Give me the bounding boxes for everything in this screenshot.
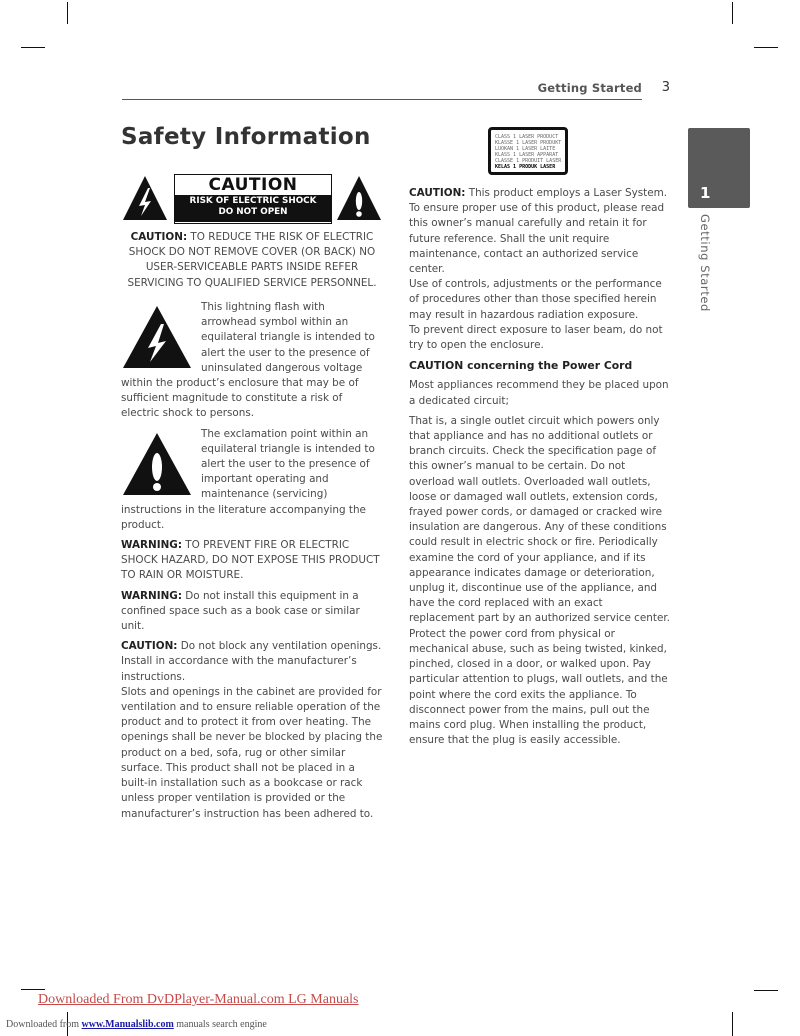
crop-mark — [754, 990, 778, 991]
manualslib-link[interactable]: www.Manualslib.com — [81, 1019, 174, 1030]
manualslib-footer — [6, 1019, 267, 1030]
caution-word: CAUTION — [208, 175, 298, 195]
header-section-title: Getting Started — [537, 81, 642, 95]
caution-ventilation — [121, 639, 383, 685]
caution-label-box — [174, 174, 332, 224]
caution-line-1: RISK OF ELECTRIC SHOCK — [189, 196, 317, 206]
caution-notice — [121, 230, 383, 291]
download-source-link[interactable]: Downloaded From DvDPlayer-Manual.com LG Manuals — [38, 992, 359, 1007]
left-column — [121, 300, 383, 827]
warning-text: TO PREVENT FIRE OR ELECTRIC SHOCK HAZARD, DO NOT EXPOSE THIS PRODUCT TO RAIN OR MOISTURE. — [121, 539, 380, 582]
caution-text: This product employs a Laser System. To ensure proper use of this product, please read this owner’s manual carefully and retain it for future reference. Shall the unit require maintenance, contact an authorized service center. — [409, 187, 668, 276]
crop-mark — [21, 47, 45, 48]
laser-caution — [409, 186, 671, 277]
crop-mark — [732, 1012, 733, 1036]
chapter-tab — [688, 128, 750, 208]
page-title: Safety Information — [121, 124, 371, 150]
caution-notice-label: CAUTION: — [130, 231, 188, 243]
exclamation-triangle-icon — [121, 431, 193, 497]
crop-mark — [754, 47, 778, 48]
laser-enclosure-paragraph: To prevent direct exposure to laser beam, do not try to open the enclosure. — [409, 323, 663, 352]
warning-text: Do not install this equipment in a confined space such as a book case or similar unit. — [121, 589, 360, 633]
caution-banner — [121, 172, 383, 226]
laser-label-line: CLASS 1 LASER PRODUCT — [495, 134, 559, 140]
caution-warning-strip — [175, 195, 331, 222]
warning-label: WARNING: — [121, 589, 182, 602]
exclamation-explanation-block — [121, 427, 383, 533]
warning-rain — [121, 538, 383, 584]
chapter-label: Getting Started — [698, 214, 712, 312]
laser-label-line: LUOKAN 1 LASER LAITE — [495, 146, 556, 152]
exclamation-explanation-text: The exclamation point within an equilateral triangle is intended to alert the user to the presence of important operating and maintenance (servicing) instructions in the literature accompanying the product. — [121, 427, 375, 531]
lightning-triangle-icon — [121, 174, 169, 222]
laser-label-line-bold: KELAS 1 PRODUK LASER — [495, 164, 556, 170]
laser-label-line: KLASS 1 LASER APPARAT — [495, 152, 559, 158]
caution-line-2: DO NOT OPEN — [218, 207, 288, 217]
ventilation-paragraph: Slots and openings in the cabinet are provided for ventilation and to ensure reliable operation of the product and to protect it from over heating. The openings shall be never be blocked by placing the product on a bed, sofa, rug or other similar surface. This product shall not be placed in a built-in installation such as a bookcase or rack unless proper ventilation is provided or the manufacturer’s instruction has been adhered to. — [121, 685, 383, 820]
caution-label: CAUTION: — [409, 187, 466, 199]
laser-label-line: KLASSE 1 LASER PRODUKT — [495, 140, 562, 146]
caution-label: CAUTION: — [121, 640, 178, 653]
caution-notice-text: TO REDUCE THE RISK OF ELECTRIC SHOCK DO NOT REMOVE COVER (OR BACK) NO USER-SERVICEABLE PARTS INSIDE REFER SERVICING TO QUALIFIED SERVICE PERSONNEL. — [127, 231, 377, 289]
footer-suffix: manuals search engine — [173, 1019, 267, 1030]
lightning-explanation-block — [121, 300, 383, 422]
warning-label: WARNING: — [121, 539, 182, 552]
power-cord-paragraph-2: That is, a single outlet circuit which powers only that appliance and has no additional outlets or branch circuits. Check the specification page of this owner’s manual to be certain. Do not overload wall outlets. Overloaded wall outlets, loose or damaged wall outlets, extension cords, frayed power cords, or damaged or cracked wire insulation are dangerous. Any of these conditions could result in electric shock or fire. Periodically examine the cord of your appliance, and if its appearance indicates damage or deterioration, unplug it, discontinue use of the appliance, and have the cord replaced with an exact replacement part by an authorized service center. Protect the power cord from physical or mechanical abuse, such as being twisted, kinked, pinched, closed in a door, or walked upon. Pay particular attention to plugs, wall outlets, and the point where the cord exits the appliance. To disconnect power from the mains, pull out the mains cord plug. When installing the product, ensure that the plug is easily accessible. — [409, 414, 670, 747]
crop-mark — [732, 2, 733, 24]
page-number: 3 — [661, 80, 670, 95]
header-rule — [122, 99, 642, 100]
laser-radiation-paragraph: Use of controls, adjustments or the performance of procedures other than those specified herein may result in hazardous radiation exposure. — [409, 278, 662, 321]
lightning-triangle-icon — [121, 304, 193, 370]
warning-confined-space — [121, 589, 383, 635]
right-column — [409, 186, 671, 753]
laser-class-label — [488, 127, 568, 175]
chapter-number: 1 — [700, 184, 711, 202]
power-cord-paragraph-1: Most appliances recommend they be placed upon a dedicated circuit; — [409, 379, 669, 407]
power-cord-heading: CAUTION concerning the Power Cord — [409, 359, 633, 373]
crop-mark — [67, 2, 68, 24]
caution-text: Do not block any ventilation openings. Install in accordance with the manufacturer’s instructions. — [121, 640, 382, 683]
crop-mark — [21, 989, 45, 990]
footer-prefix: Downloaded from — [6, 1019, 82, 1030]
laser-label-line: CLASSE 1 PRODUIT LASER — [495, 158, 562, 164]
lightning-explanation-text: This lightning flash with arrowhead symbol within an equilateral triangle is intended to alert the user to the presence of uninsulated dangerous voltage within the product’s enclosure that may be of sufficient magnitude to constitute a risk of electric shock to persons. — [121, 301, 375, 420]
exclamation-triangle-icon — [335, 174, 383, 222]
